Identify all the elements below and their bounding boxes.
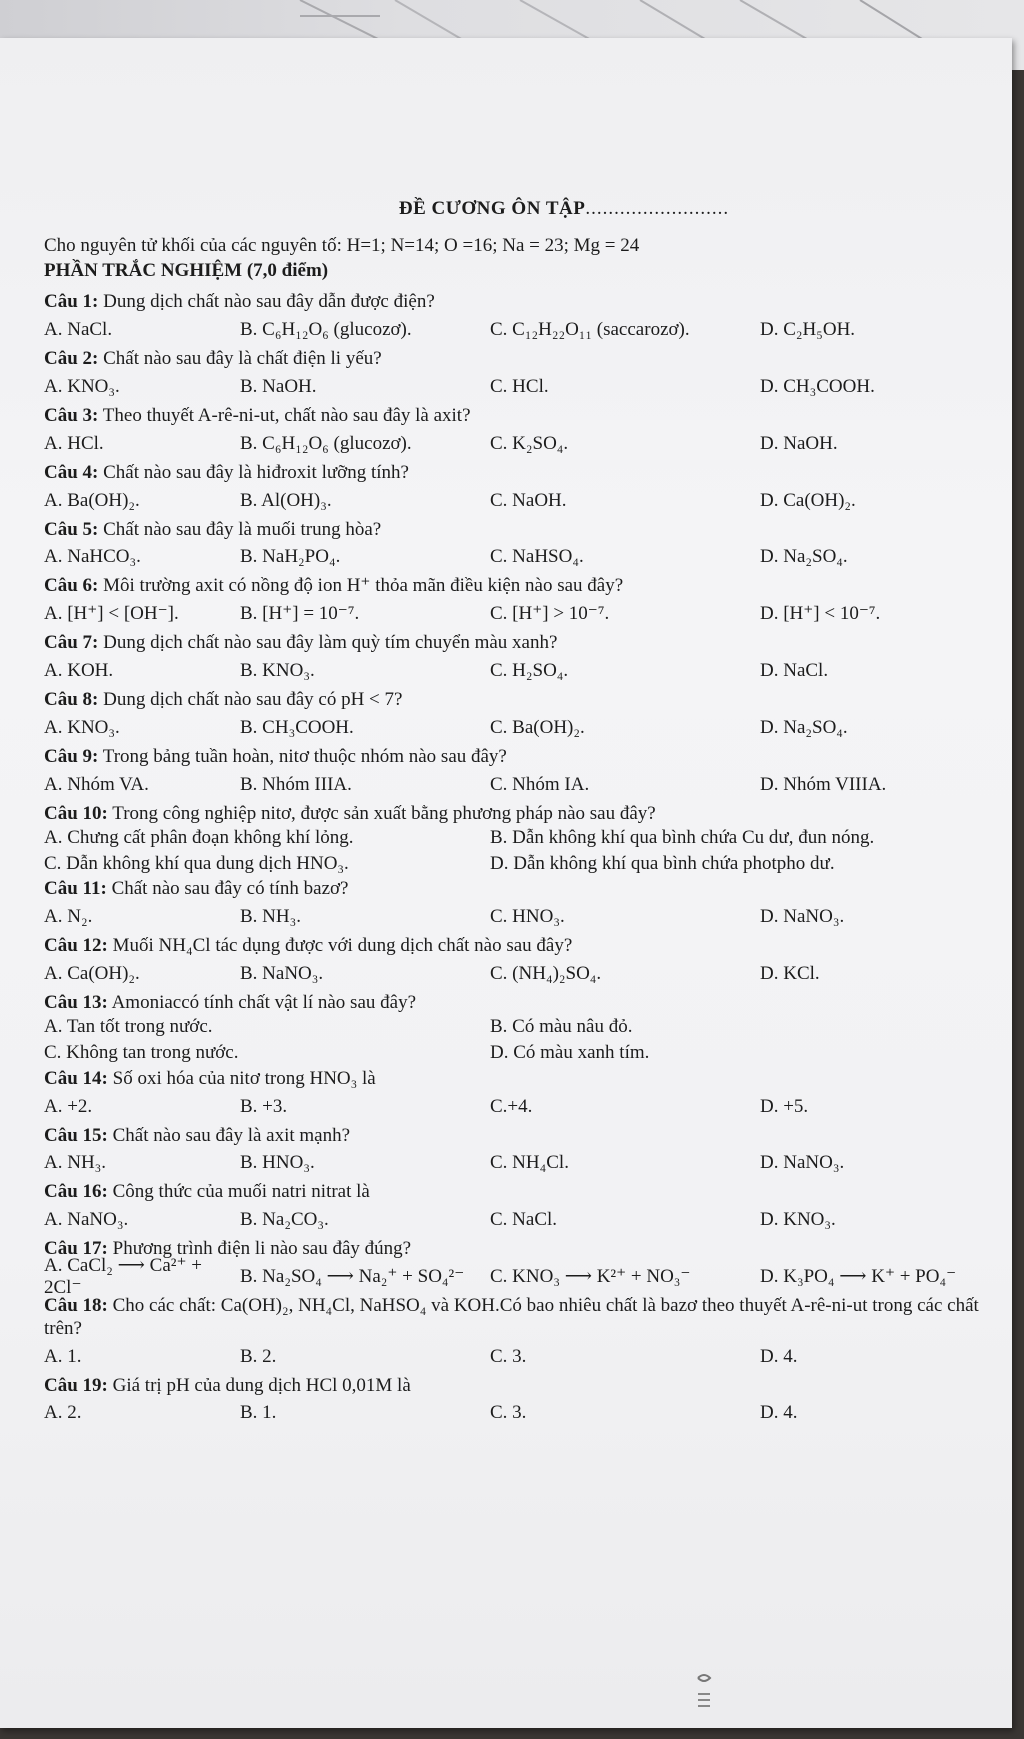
option-d: D. NaNO₃. [760, 906, 845, 928]
question-text: Chất nào sau đây là hiđroxit lưỡng tính? [103, 461, 409, 483]
option-c: C. NaOH. [490, 489, 567, 511]
question-text: Trong công nghiệp nitơ, được sản xuất bằng phương pháp nào sau đây? [112, 802, 656, 824]
question-number: Câu 16: [44, 1181, 108, 1203]
option-c: C. HCl. [490, 376, 549, 398]
question-6 [44, 575, 984, 598]
option-b: B. CH₃COOH. [240, 716, 354, 738]
option-b: B. 1. [240, 1402, 277, 1424]
question-number: Câu 12: [44, 935, 108, 957]
question-16 [44, 1181, 984, 1204]
options-row [44, 1254, 984, 1299]
option-d: D. NaOH. [760, 432, 838, 454]
option-a: A. KNO₃. [44, 376, 120, 398]
option-a: A. NaCl. [44, 319, 113, 341]
option-c: C. C₁₂H₂₂O₁₁ (saccarozơ). [490, 319, 690, 341]
option-c: C. Dẫn không khí qua dung dịch HNO₃. [44, 852, 349, 874]
question-11 [44, 878, 984, 901]
option-c: C. (NH₄)₂SO₄. [490, 963, 602, 985]
question-number: Câu 11: [44, 878, 107, 900]
question-number: Câu 7: [44, 632, 99, 654]
option-a: A. HCl. [44, 432, 104, 454]
question-text: Chất nào sau đây có tính bazơ? [111, 878, 349, 900]
option-a: A. NH₃. [44, 1152, 107, 1174]
option-c: C. H₂SO₄. [490, 660, 569, 682]
question-number: Câu 3: [44, 404, 99, 426]
option-c: C. NaHSO₄. [490, 546, 584, 568]
question-18 [44, 1295, 984, 1341]
option-c: C. NH₄Cl. [490, 1152, 569, 1174]
option-b: B. NaNO₃. [240, 963, 324, 985]
option-b: B. C₆H₁₂O₆ (glucozơ). [240, 432, 412, 454]
option-b: B. Dẫn không khí qua bình chứa Cu dư, đun nóng. [490, 826, 875, 848]
question-number: Câu 15: [44, 1124, 108, 1146]
options-row [44, 1041, 984, 1067]
option-b: B. Na₂CO₃. [240, 1209, 329, 1231]
option-a: A. CaCl₂ ⟶ Ca²⁺ + 2Cl⁻ [44, 1254, 202, 1299]
question-4 [44, 462, 984, 485]
option-a: A. NaNO₃. [44, 1209, 129, 1231]
question-14 [44, 1068, 984, 1091]
option-d: D. CH₃COOH. [760, 376, 875, 398]
document-title [144, 198, 984, 221]
option-c: C. Không tan trong nước. [44, 1042, 239, 1064]
question-text: Chất nào sau đây là axit mạnh? [112, 1124, 351, 1146]
option-d: D. [H⁺] < 10⁻⁷. [760, 603, 881, 625]
question-number: Câu 1: [44, 291, 99, 313]
question-text: Công thức của muối natri nitrat là [112, 1181, 370, 1203]
options-row [44, 825, 984, 851]
option-d: D. K₃PO₄ ⟶ K⁺ + PO₄⁻ [760, 1266, 957, 1288]
question-number: Câu 13: [44, 991, 108, 1013]
options-row [44, 769, 984, 802]
question-number: Câu 4: [44, 461, 99, 483]
options-row [44, 314, 984, 347]
question-text: Chất nào sau đây là muối trung hòa? [103, 518, 382, 540]
option-c: C. NaCl. [490, 1209, 558, 1231]
option-a: A. Tan tốt trong nước. [44, 1016, 213, 1038]
option-d: D. Na₂SO₄. [760, 546, 848, 568]
question-number: Câu 6: [44, 575, 99, 597]
question-number: Câu 17: [44, 1238, 108, 1260]
option-d: D. KCl. [760, 963, 820, 985]
question-text: Trong bảng tuần hoàn, nitơ thuộc nhóm nào sau đây? [102, 745, 507, 767]
option-d: D. KNO₃. [760, 1209, 836, 1231]
option-b: B. Có màu nâu đỏ. [490, 1016, 633, 1038]
question-text: Chất nào sau đây là chất điện li yếu? [103, 348, 382, 370]
option-b: B. NaH₂PO₄. [240, 546, 341, 568]
title-dots: ......................... [585, 198, 730, 219]
question-text: Amoniaccó tính chất vật lí nào sau đây? [111, 991, 417, 1013]
options-row [44, 1015, 984, 1041]
option-a: A. +2. [44, 1095, 93, 1117]
question-number: Câu 9: [44, 745, 99, 767]
option-b: B. NaOH. [240, 376, 317, 398]
document-body [44, 198, 984, 1430]
question-number: Câu 14: [44, 1067, 108, 1089]
question-text: Môi trường axit có nồng độ ion H⁺ thỏa mãn điều kiện nào sau đây? [103, 575, 624, 597]
options-row [44, 1341, 984, 1374]
question-1 [44, 291, 984, 314]
question-text: Dung dịch chất nào sau đây có pH < 7? [103, 688, 403, 710]
option-a: A. NaHCO₃. [44, 546, 141, 568]
option-b: B. HNO₃. [240, 1152, 315, 1174]
option-a: A. Ca(OH)₂. [44, 963, 140, 985]
option-d: D. NaCl. [760, 660, 829, 682]
option-a: A. Nhóm VA. [44, 773, 149, 795]
option-c: C.+4. [490, 1095, 533, 1117]
question-text: Cho các chất: Ca(OH)₂, NH₄Cl, NaHSO₄ và KOH.Có bao nhiêu chất là bazơ theo thuyết A-rê-ni-ut trong các chất trên? [44, 1294, 979, 1339]
option-c: C. 3. [490, 1402, 527, 1424]
question-10 [44, 803, 984, 826]
options-row [44, 655, 984, 688]
question-text: Phương trình điện li nào sau đây đúng? [112, 1238, 412, 1260]
options-row [44, 598, 984, 631]
option-d: D. Dẫn không khí qua bình chứa photpho dư. [490, 852, 835, 874]
question-12 [44, 935, 984, 958]
question-text: Số oxi hóa của nitơ trong HNO₃ là [112, 1067, 376, 1089]
question-text: Dung dịch chất nào sau đây dẫn được điện? [103, 291, 435, 313]
options-row [44, 428, 984, 461]
options-row [44, 851, 984, 877]
question-8 [44, 689, 984, 712]
question-number: Câu 5: [44, 518, 99, 540]
question-number: Câu 10: [44, 802, 108, 824]
options-row [44, 901, 984, 934]
option-d: D. Có màu xanh tím. [490, 1042, 650, 1064]
question-text: Muối NH₄Cl tác dụng được với dung dịch chất nào sau đây? [112, 935, 573, 957]
options-row [44, 1147, 984, 1180]
section-heading: PHẦN TRẮC NGHIỆM (7,0 điểm) [44, 259, 329, 281]
option-b: B. 2. [240, 1345, 277, 1367]
question-5 [44, 519, 984, 542]
option-b: B. [H⁺] = 10⁻⁷. [240, 603, 360, 625]
question-13 [44, 992, 984, 1015]
option-d: D. Nhóm VIIIA. [760, 773, 887, 795]
option-b: B. KNO₃. [240, 660, 315, 682]
options-row [44, 712, 984, 745]
options-row [44, 485, 984, 518]
option-a: A. Chưng cất phân đoạn không khí lỏng. [44, 826, 354, 848]
option-d: D. C₂H₅OH. [760, 319, 856, 341]
question-15 [44, 1125, 984, 1148]
title-text: ĐỀ CƯƠNG ÔN TẬP [398, 198, 586, 219]
options-row [44, 371, 984, 404]
option-b: B. +3. [240, 1095, 288, 1117]
question-text: Dung dịch chất nào sau đây làm quỳ tím chuyển màu xanh? [103, 632, 558, 654]
question-19 [44, 1375, 984, 1398]
option-b: B. NH₃. [240, 906, 301, 928]
option-b: B. C₆H₁₂O₆ (glucozơ). [240, 319, 412, 341]
option-d: D. Na₂SO₄. [760, 716, 848, 738]
option-a: A. 2. [44, 1402, 82, 1424]
option-a: A. Ba(OH)₂. [44, 489, 140, 511]
question-number: Câu 2: [44, 348, 99, 370]
question-9 [44, 746, 984, 769]
option-c: C. [H⁺] > 10⁻⁷. [490, 603, 610, 625]
option-c: C. K₂SO₄. [490, 432, 569, 454]
option-d: D. Ca(OH)₂. [760, 489, 856, 511]
question-number: Câu 18: [44, 1294, 108, 1316]
options-row [44, 1204, 984, 1237]
question-2 [44, 348, 984, 371]
question-text: Theo thuyết A-rê-ni-ut, chất nào sau đây là axit? [102, 404, 471, 426]
option-c: C. KNO₃ ⟶ K²⁺ + NO₃⁻ [490, 1266, 691, 1288]
intro-text: Cho nguyên tử khối của các nguyên tố: H=1; N=14; O =16; Na = 23; Mg = 24 [44, 234, 640, 256]
option-d: D. 4. [760, 1345, 798, 1367]
option-c: C. HNO₃. [490, 906, 565, 928]
option-d: D. NaNO₃. [760, 1152, 845, 1174]
option-c: C. 3. [490, 1345, 527, 1367]
question-text: Giá trị pH của dung dịch HCl 0,01M là [112, 1374, 411, 1396]
corner-marks [690, 1668, 750, 1728]
options-row [44, 541, 984, 574]
question-list [44, 291, 984, 1430]
option-c: C. Nhóm IA. [490, 773, 590, 795]
option-d: D. +5. [760, 1095, 809, 1117]
option-b: B. Al(OH)₃. [240, 489, 332, 511]
option-a: A. N₂. [44, 906, 93, 928]
question-7 [44, 632, 984, 655]
question-number: Câu 8: [44, 688, 99, 710]
option-b: B. Nhóm IIIA. [240, 773, 352, 795]
option-d: D. 4. [760, 1402, 798, 1424]
option-a: A. 1. [44, 1345, 82, 1367]
options-row [44, 1397, 984, 1430]
option-a: A. KNO₃. [44, 716, 120, 738]
option-a: A. KOH. [44, 660, 114, 682]
option-b: B. Na₂SO₄ ⟶ Na₂⁺ + SO₄²⁻ [240, 1266, 465, 1288]
option-c: C. Ba(OH)₂. [490, 716, 585, 738]
options-row [44, 958, 984, 991]
options-row [44, 1091, 984, 1124]
question-number: Câu 19: [44, 1374, 108, 1396]
question-3 [44, 405, 984, 428]
option-a: A. [H⁺] < [OH⁻]. [44, 603, 179, 625]
